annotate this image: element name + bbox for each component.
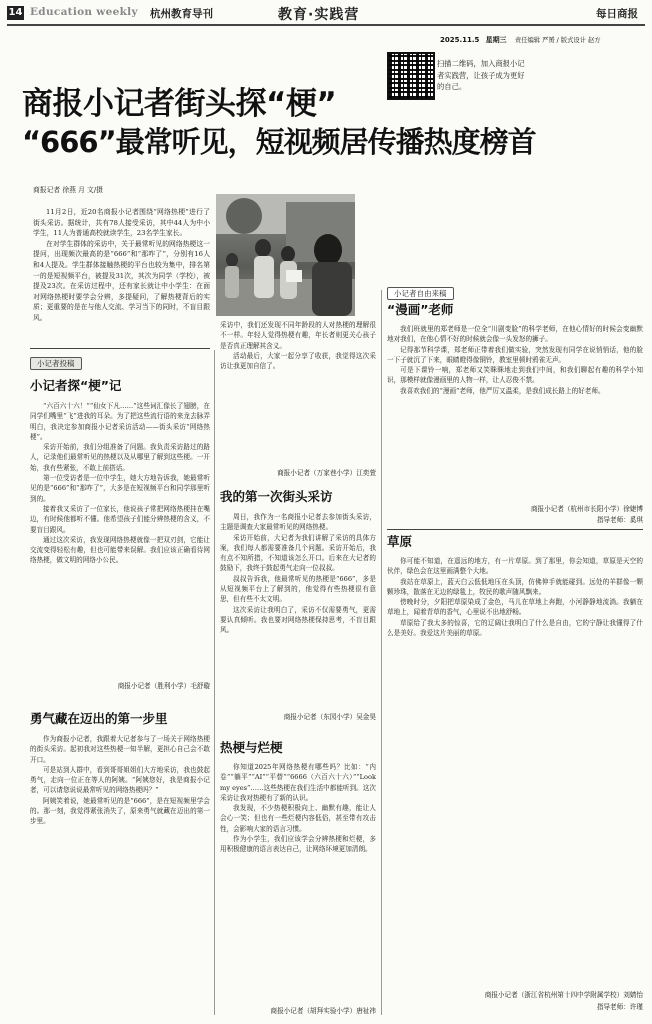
- article1-paragraph: 通过这次采访，我发现网络热梗就像一把双刃剑，它能让交流变得轻松有趣，但也可能带来误解。我们应该正确看待网络热梗，做文明的网络小公民。: [30, 535, 210, 565]
- article5-title: “漫画”老师: [387, 302, 454, 317]
- col1-divider-top: [30, 348, 210, 349]
- qr-caption: 扫描二维码，加入商报小记者实践营，让孩子成为更好的自己。: [437, 59, 525, 91]
- editors-credit: 责任编辑 严赟 / 版式设计 赵方: [514, 37, 601, 44]
- article6-paragraph: 傍晚时分，夕阳把草原染成了金色，马儿在草地上奔跑，小河静静地流淌。我躺在草地上，闻着青草的香气，心里说不出地舒畅。: [387, 598, 643, 617]
- lead-paragraph: 在对学生群体的采访中，关于最常听见的网络热梗这一提问，出现频次最高的是“666”和“那咋了”，分别有16人和4人提及。学生群体接触热梗的平台也较为集中，排名第一的是短视频平台，被提及31次，其次为同学（学校），被提及23次。在采访过程中，还有家长就让中小学生：在面对网络热梗时要学会分辨，多提疑问，了解热梗背后的实质；更重要的是在与他人交流、学习当下的同时，不盲目跟风。: [33, 239, 210, 322]
- article3-paragraph: 这次采访让我明白了，采访不仅需要勇气，更需要认真倾听。我也要对网络热梗保持思考，不盲目跟风。: [220, 605, 376, 635]
- lead-byline: 商报记者 徐燕 月 文/摄: [33, 186, 103, 194]
- col1-tag-label: 小记者投稿: [30, 357, 82, 370]
- col2-top-body: [220, 320, 376, 466]
- article5-paragraph: 我喜欢我们的“漫画”老师，他严厉又温柔，是我们成长路上的好老师。: [400, 386, 605, 395]
- article2-paragraph: 阿姨笑着说，她最常听见的是“666”，是在短视频里学会的。那一刻，我觉得紧张消失了，原来勇气就藏在迈出的第一步里。: [30, 796, 210, 826]
- col3-tag-label: 小记者自由来稿: [387, 287, 454, 300]
- column-rule-1: [214, 350, 215, 1015]
- article2-title: 勇气藏在迈出的第一步里: [30, 711, 168, 726]
- article1-paragraph: “六百六十六！”“仙女下凡……”这些词汇像长了翅膀，在同学们嘴里“飞”进我的耳朵。为了把这些流行语的来龙去脉弄明白，我决定参加商报小记者采访活动——街头采访“网络热梗”。: [30, 402, 210, 441]
- qr-code[interactable]: [387, 52, 435, 100]
- article5-byline: 商报小记者（杭州市长阳小学）徐婕博: [530, 505, 643, 513]
- article1-byline: 商报小记者（胜利小学）毛舒璇: [117, 682, 210, 690]
- photo-scene: [216, 194, 355, 316]
- article4-paragraph: 作为小学生，我们应该学会分辨热梗和烂梗，多用积极健康的语言表达自己，让网络环境更加清朗。: [220, 835, 376, 854]
- issue-date: 2025.11.5: [440, 36, 480, 44]
- article4-paragraph: 你知道2025年网络热梗有哪些吗？比如：“内卷”“躺平”“AI”“平替”“6666（六百六十六）”“Look my eyes”……这些热梗在我们生活中都能听到。这次采访让我对热梗有了新的认识。: [220, 763, 376, 802]
- article5-paragraph: 可是下课铃一响，郑老师又笑眯眯地走到我们中间，和我们聊起有趣的科学小知识，那模样就像漫画里的人物一样，让人忍俊不禁。: [387, 366, 643, 385]
- col3-tag: [387, 281, 454, 300]
- article3-title: 我的第一次街头采访: [220, 489, 333, 504]
- section-en: Education weekly: [30, 6, 138, 18]
- article6-title: 草原: [387, 534, 413, 549]
- article4-body: [220, 762, 376, 1004]
- article6-paragraph: 草原给了我太多的惊喜，它的辽阔让我明白了什么是自由，它的宁静让我懂得了什么是美好。我爱这片美丽的草原。: [387, 618, 643, 638]
- paper-name: 每日商报: [596, 8, 638, 20]
- section-center: 教育·实践营: [278, 7, 360, 23]
- article2-body: [30, 734, 210, 1016]
- article4-paragraph: 我发现，不少热梗积极向上、幽默有趣，能让人会心一笑；但也有一些烂梗内容低俗，甚至带有攻击性，会影响大家的语言习惯。: [220, 804, 376, 833]
- section-cn: 杭州教育导刊: [150, 8, 213, 20]
- article6-advisor: 指导老师：许瑾: [596, 1003, 643, 1011]
- article5-body: [387, 324, 643, 500]
- article6-paragraph: 你可能不知道，在遥远的地方，有一片草原。到了那里，你会知道，草原是天空的伙伴，绿色会在这里画满整个大地。: [387, 557, 643, 576]
- article6-byline: 商报小记者（浙江省杭州第十四中学附属学校）刘婧怡: [484, 991, 643, 999]
- article5-advisor: 指导老师：奚琪: [596, 516, 643, 524]
- masthead-rule: [7, 24, 645, 26]
- article1-paragraph: 接着我又采访了一位家长，他说孩子常把网络热梗挂在嘴边，有时候他都听不懂。他希望孩子们能分辨热梗的含义，不要盲目跟风。: [30, 504, 210, 534]
- article3-byline: 商报小记者（东园小学）吴金昊: [283, 713, 376, 721]
- article3-body: [220, 512, 376, 710]
- article3-paragraph: 周日，我作为一名商报小记者去参加街头采访，主题是调查大家最常听见的网络热梗。: [220, 513, 376, 532]
- article3-paragraph: 叔叔告诉我，他最常听见的热梗是“666”，多是从短视频平台上了解到的，他觉得有些热梗很有意思，但有些不太文明。: [220, 574, 376, 604]
- article2-paragraph: 作为商报小记者，我跟着大记者参与了一场关于网络热梗的街头采访。起初我对这些热梗一知半解，更担心自己会不敢开口。: [30, 735, 210, 764]
- article6-body: [387, 556, 643, 982]
- article1-paragraph: 第一位受访者是一位中学生，她大方地告诉我，她最常听见的是“666”和“那咋了”，大多是在短视频平台和同学那里听到的。: [30, 474, 210, 503]
- issue-weekday: 星期三: [485, 36, 507, 44]
- col3-divider: [387, 529, 643, 530]
- page-number: 14: [8, 7, 23, 18]
- masthead: [0, 0, 652, 28]
- article1-body: [30, 401, 210, 679]
- article1-title: 小记者探“梗”记: [30, 378, 122, 393]
- lead-paragraph: 11月2日，近20名商报小记者围绕“网络热梗”进行了街头采访。据统计，共有78人接受采访，其中44人为中小学生，11人为普通高校就读学生，23名学生家长。: [33, 208, 210, 238]
- date-line: [440, 35, 645, 45]
- col2-top-paragraph: 活动最后，大家一起分享了收获，我觉得这次采访让我更加自信了。: [220, 351, 376, 371]
- col2-top-byline: 商报小记者（万家巷小学）江奕萱: [277, 469, 376, 477]
- article5-paragraph: 我们班就里的郑老师是一位全“川剧变脸”的科学老师，在他心情好的时候会变幽默地对我们，在他心情不好的时候就会像一头发怒的狮子。: [387, 325, 643, 344]
- article4-title: 热梗与烂梗: [220, 740, 283, 755]
- article5-paragraph: 记得那节科学课，郑老师正带着我们做实验，突然发现有同学在说悄悄话，他的脸一下子就沉了下来，眼睛瞪得像铜铃，教室里顿时鸦雀无声。: [387, 345, 643, 364]
- column-rule-2: [381, 290, 382, 1015]
- headline-line1: 商报小记者街头探“梗”: [22, 86, 337, 122]
- interview-photo: [216, 194, 355, 316]
- article1-paragraph: 采访开始前，我们分组准备了问题。我负责采访路过的路人，记录他们最常听见的热梗以及从哪里了解到这些梗。一开始，我有些紧张，不敢上前搭话。: [30, 443, 210, 472]
- article3-paragraph: 采访开始前，大记者为我们讲解了采访的具体方案，我们每人都需要准备几个问题。采访开始后，我有点不知所措，不知道该怎么开口。后来在大记者的鼓励下，我终于鼓起勇气走向一位叔叔。: [220, 533, 376, 573]
- col1-tag: [30, 351, 82, 370]
- article6-paragraph: 我站在草原上，蓝天白云低低地压在头顶，仿佛伸手就能碰到。远处的羊群像一颗颗珍珠，散落在无边的绿毯上，牧民的歌声随风飘来。: [387, 577, 643, 596]
- col2-top-paragraph: 采访中，我们还发现不同年龄段的人对热梗的理解很不一样。年轻人觉得热梗有趣，年长者则更关心孩子是否真正理解其含义。: [220, 321, 376, 350]
- article2-paragraph: 可是站到人群中，看到哥哥姐姐们大方地采访，我也鼓起勇气，走向一位正在等人的阿姨。“阿姨您好，我是商报小记者，可以请您说说最常听见的网络热梗吗？”: [30, 765, 210, 795]
- article4-byline: 商报小记者（胡拜实验小学）唐祉祎: [270, 1007, 376, 1015]
- headline-line2: “666”最常听见，短视频居传播热度榜首: [22, 125, 536, 159]
